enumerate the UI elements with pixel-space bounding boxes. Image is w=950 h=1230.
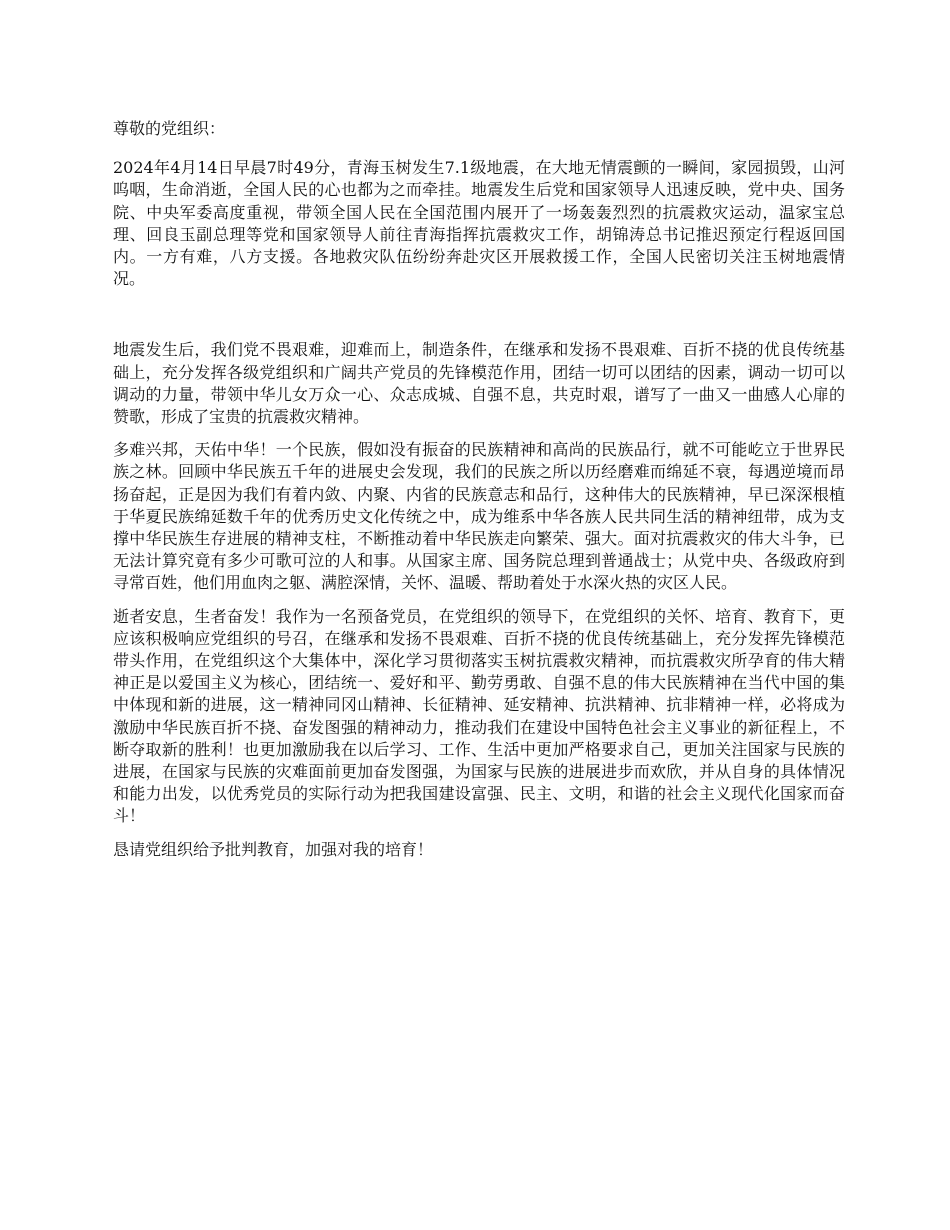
paragraph-party-response: 地震发生后，我们党不畏艰难，迎难而上，制造条件，在继承和发扬不畏艰难、百折不挠的优良传统基础上，充分发挥各级党组织和广阔共产党员的先锋模范作用，团结一切可以团结的因素，调动一切可以调动的力量，带领中华儿女万众一心、众志成城、自强不息，共克时艰，谱写了一曲又一曲感人心扉的赞歌，形成了宝贵的抗震救灾精神。 [113,340,845,427]
paragraph-national-spirit: 多难兴邦，天佑中华！一个民族，假如没有振奋的民族精神和高尚的民族品行，就不可能屹立于世界民族之林。回顾中华民族五千年的进展史会发现，我们的民族之所以历经磨难而绵延不衰，每遇逆境而昂扬奋起，正是因为我们有着内敛、内聚、内省的民族意志和品行，这种伟大的民族精神，早已深深根植于华夏民族绵延数千年的优秀历史文化传统之中，成为维系中华各族人民共同生活的精神纽带，成为支撑中华民族生存进展的精神支柱，不断推动着中华民族走向繁荣、强大。面对抗震救灾的伟大斗争，已无法计算究竟有多少可歌可泣的人和事。从国家主席、国务院总理到普通战士；从党中央、各级政府到寻常百姓，他们用血肉之躯、满腔深情，关怀、温暖、帮助着处于水深火热的灾区人民。 [113,440,845,593]
letter-page [113,118,845,861]
salutation: 尊敬的党组织： [113,119,226,138]
paragraph-personal-commitment: 逝者安息，生者奋发！我作为一名预备党员，在党组织的领导下，在党组织的关怀、培育、教育下，更应该积极响应党组织的号召，在继承和发扬不畏艰难、百折不挠的优良传统基础上，充分发挥先锋模范带头作用，在党组织这个大集体中，深化学习贯彻落实玉树抗震救灾精神，而抗震救灾所孕育的伟大精神正是以爱国主义为核心，团结统一、爱好和平、勤劳勇敢、自强不息的伟大民族精神在当代中国的集中体现和新的进展，这一精神同冈山精神、长征精神、延安精神、抗洪精神、抗非精神一样，必将成为激励中华民族百折不挠、奋发图强的精神动力，推动我们在建设中国特色社会主义事业的新征程上，不断夺取新的胜利！也更加激励我在以后学习、工作、生活中更加严格要求自己，更加关注国家与民族的进展，在国家与民族的灾难面前更加奋发图强，为国家与民族的进展进步而欢欣，并从自身的具体情况和能力出发，以优秀党员的实际行动为把我国建设富强、民主、文明，和谐的社会主义现代化国家而奋斗！ [113,606,845,826]
closing-request: 恳请党组织给予批判教育，加强对我的培育！ [113,839,434,859]
paragraph-earthquake-overview: 2024年4月14日早晨7时49分，青海玉树发生7.1级地震，在大地无情震颤的一瞬间，家园损毁，山河呜咽，生命消逝，全国人民的心也都为之而牵挂。地震发生后党和国家领导人迅速反映，党中央、国务院、中央军委高度重视，带领全国人民在全国范围内展开了一场轰轰烈烈的抗震救灾运动，温家宝总理、回良玉副总理等党和国家领导人前往青海指挥抗震救灾工作，胡锦涛总书记推迟预定行程返回国内。一方有难，八方支援。各地救灾队伍纷纷奔赴灾区开展救援工作，全国人民密切关注玉树地震情况。 [113,158,845,289]
